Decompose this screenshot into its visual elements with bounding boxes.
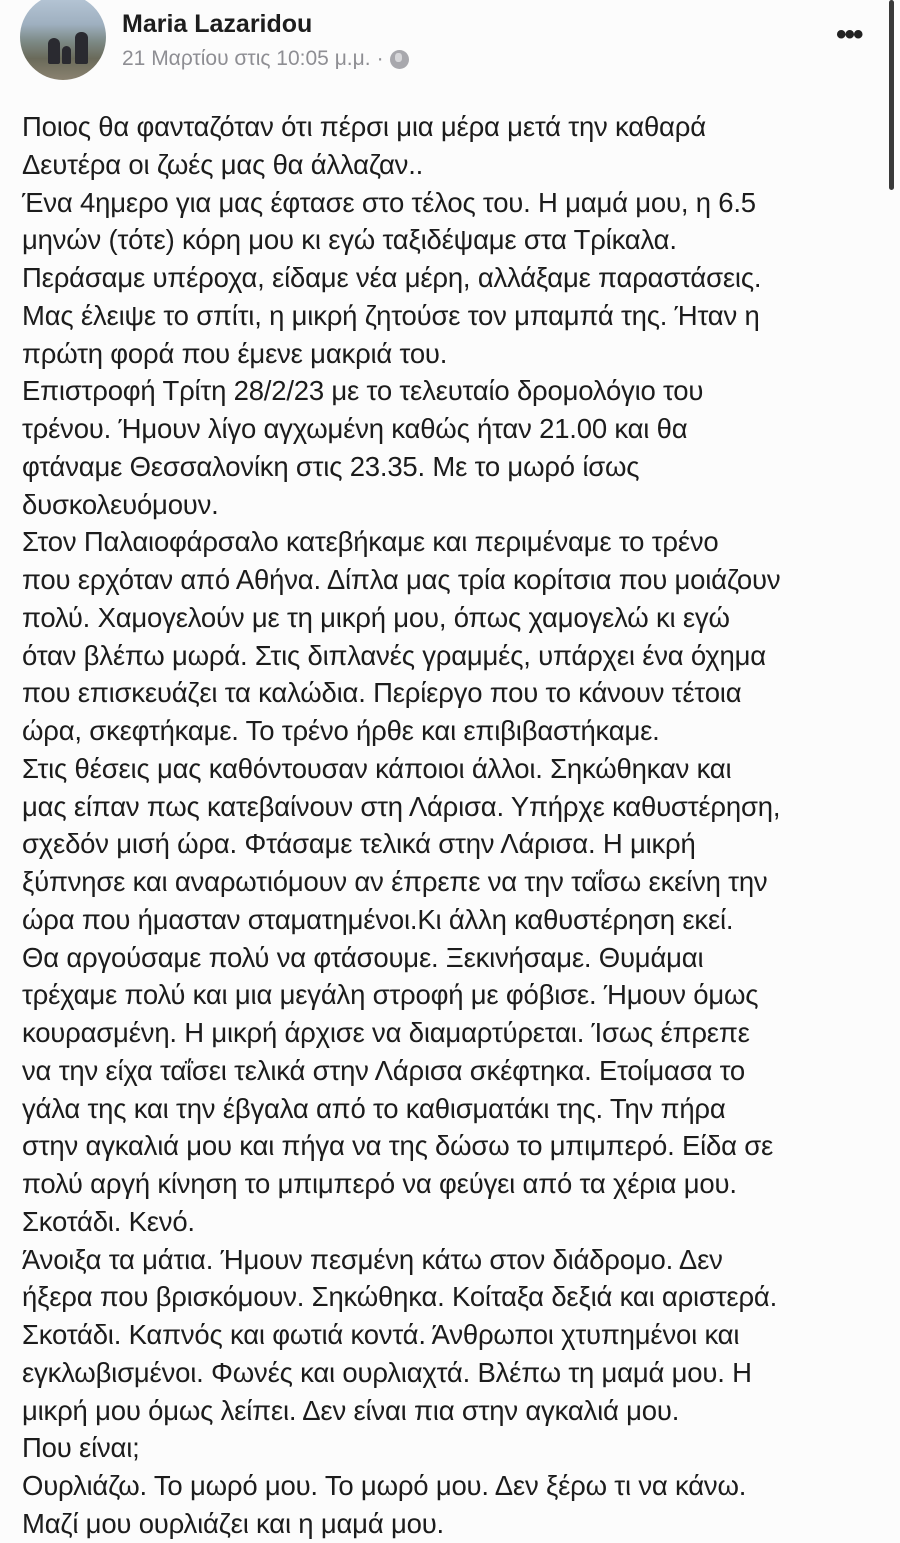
avatar-figure [62,46,71,64]
post-text-line: Στον Παλαιοφάρσαλο κατεβήκαμε και περιμέναμε το τρένο [22,526,719,558]
post-text-line: τρέχαμε πολύ και μια μεγάλη στροφή με φόβισε. Ήμουν όμως [22,979,759,1011]
post-text-line: που ερχόταν από Αθήνα. Δίπλα μας τρία κορίτσια που μοιάζουν [22,564,781,595]
post-text-line: γάλα της και την έβγαλα από το καθισματάκι της. Την πήρα [22,1092,726,1124]
post-meta [122,47,409,71]
post-text-line: όταν βλέπω μωρά. Στις διπλανές γραμμές, υπάρχει ένα όχημα [22,639,766,671]
post-text-line: μικρή μου όμως λείπει. Δεν είναι πια στην αγκαλιά μου. [22,1394,680,1426]
post-text-line: δυσκολευόμουν. [22,488,219,520]
post-text-line: που επισκευάζει τα καλώδια. Περίεργο που το κάνουν τέτοια [22,677,742,709]
post-text-line: Μας έλειψε το σπίτι, η μικρή ζητούσε τον μπαμπά της. Ήταν η [22,299,760,331]
post-text-line: Θα αργούσαμε πολύ να φτάσουμε. Ξεκινήσαμε. Θυμάμαι [22,941,704,973]
post-text-line: Που είναι; [22,1432,140,1464]
author-name[interactable]: Maria Lazaridou [122,10,313,38]
globe-icon [390,50,409,69]
meta-separator: · [376,47,384,70]
post-text-line: να την είχα ταΐσει τελικά στην Λάρισα σκέφτηκα. Ετοίμασα το [22,1054,745,1086]
post-text-line: Επιστροφή Τρίτη 28/2/23 με το τελευταίο δρομολόγιο του [22,375,704,407]
post-text-line: εγκλωβισμένοι. Φωνές και ουρλιαχτά. Βλέπω τη μαμά μου. Η [22,1356,752,1388]
post-text-line: Δευτέρα οι ζωές μας θα άλλαζαν.. [22,148,424,180]
more-dots-icon: ••• [836,18,862,51]
post-text-line: τρένου. Ήμουν λίγο αγχωμένη καθώς ήταν 21.00 και θα [22,413,688,444]
post-text-line: Ουρλιάζω. Το μωρό μου. Το μωρό μου. Δεν ξέρω τι να κάνω. [22,1470,747,1501]
scrollbar[interactable] [889,0,894,190]
post-text-line: Στις θέσεις μας καθόντουσαν κάποιοι άλλοι. Σηκώθηκαν και [22,752,732,784]
post-text-line: πρώτη φορά που έμενε μακριά του. [22,337,448,369]
post-text-line: κουρασμένη. Η μικρή άρχισε να διαμαρτύρεται. Ίσως έπρεπε [22,1017,750,1048]
more-options-button[interactable] [836,18,862,52]
post-text-line: ξύπνησε και αναρωτιόμουν αν έπρεπε να την ταΐσω εκείνη την [22,866,768,897]
avatar-figure [48,38,60,64]
post-text-line: Μαζί μου ουρλιάζει και η μαμά μου. [22,1507,444,1539]
post-text-line: στην αγκαλιά μου και πήγα να της δώσω το μπιμπερό. Είδα σε [22,1130,774,1162]
post-text-line: Ποιος θα φανταζόταν ότι πέρσι μια μέρα μετά την καθαρά [22,111,706,142]
post-text-line: Περάσαμε υπέροχα, είδαμε νέα μέρη, αλλάξαμε παραστάσεις. [22,262,762,293]
author-avatar[interactable] [20,0,106,80]
post-text-line: μας είπαν πως κατεβαίνουν στη Λάρισα. Υπήρχε καθυστέρηση, [22,790,781,822]
post-text-line: ώρα, σκεφτήκαμε. Το τρένο ήρθε και επιβιβαστήκαμε. [22,715,660,746]
post-text-line: Άνοιξα τα μάτια. Ήμουν πεσμένη κάτω στον διάδρομο. Δεν [22,1243,723,1275]
post-text-line: Σκοτάδι. Κενό. [22,1205,195,1237]
post-text-line: ώρα που ήμασταν σταματημένοι.Κι άλλη καθυστέρηση εκεί. [22,903,734,935]
avatar-figure [75,32,88,64]
post-text-line: σχεδόν μισή ώρα. Φτάσαμε τελικά στην Λάρισα. Η μικρή [22,828,696,860]
post-text-line: Ένα 4ημερο για μας έφτασε στο τέλος του. Η μαμά μου, η 6.5 [22,186,756,218]
post-text-line: Σκοτάδι. Καπνός και φωτιά κοντά. Άνθρωποι χτυπημένοι και [22,1319,740,1350]
post-timestamp[interactable]: 21 Μαρτίου στις 10:05 μ.μ. [122,47,371,70]
post-text-line: πολύ αργή κίνηση το μπιμπερό να φεύγει από τα χέρια μου. [22,1168,737,1199]
post-text-line: ήξερα που βρισκόμουν. Σηκώθηκα. Κοίταξα δεξιά και αριστερά. [22,1281,778,1313]
post-text-line: μηνών (τότε) κόρη μου κι εγώ ταξιδέψαμε στα Τρίκαλα. [22,224,677,256]
post-text-line: πολύ. Χαμογελούν με τη μικρή μου, όπως χαμογελώ κι εγώ [22,601,730,633]
post-body [22,108,780,1543]
post-text-line: φτάναμε Θεσσαλονίκη στις 23.35. Με το μωρό ίσως [22,450,640,482]
